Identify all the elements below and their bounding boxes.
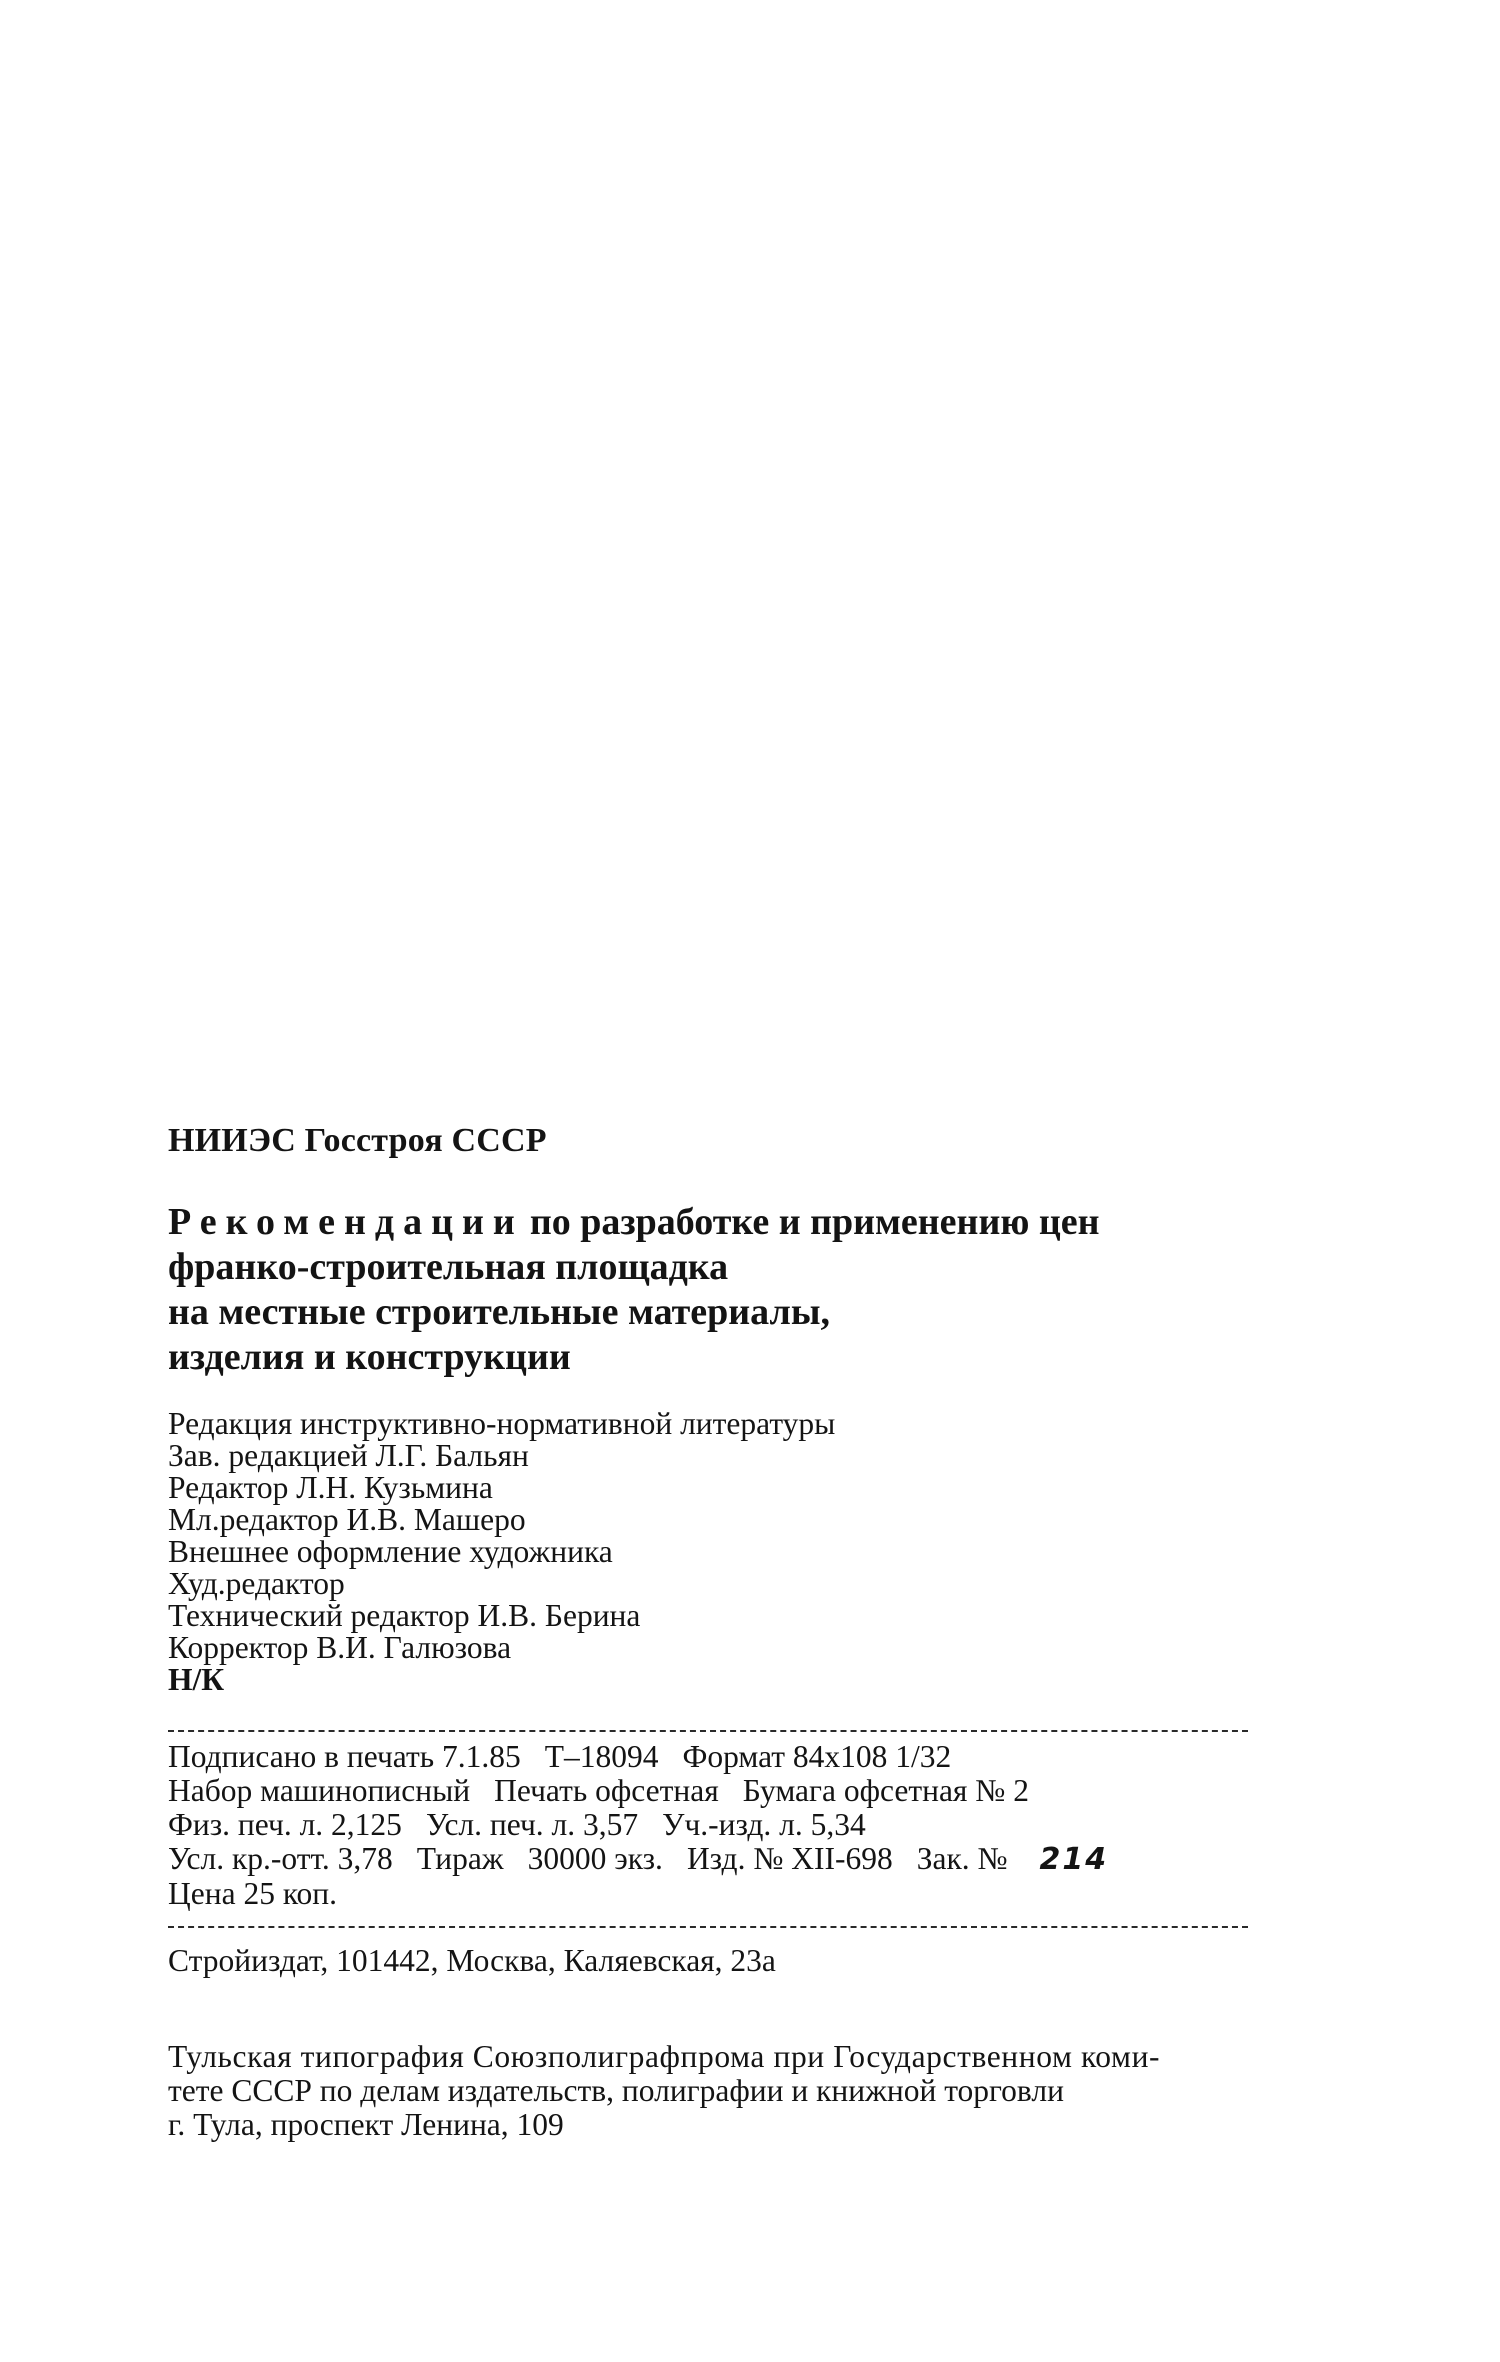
- imprint-price: Цена 25 коп.: [168, 1876, 338, 1911]
- printer-line-1: Тульская типография Союзполиграфпрома при Государственном коми-: [168, 2039, 1161, 2074]
- imprint-run: [417, 1841, 663, 1876]
- imprint-code: Т–18094: [544, 1739, 659, 1774]
- imprint-signed: Подписано в печать 7.1.85: [168, 1739, 521, 1774]
- printer-line-2: тете СССР по делам издательств, полиграфии и книжной торговли: [168, 2073, 1064, 2108]
- dashed-divider: [168, 1730, 1248, 1732]
- credit-line-nk: Н/К: [168, 1662, 225, 1697]
- imprint-order-value: 214: [1039, 1842, 1109, 1877]
- book-title: [168, 1200, 1100, 1380]
- imprint-typesetting: Набор машинописный: [168, 1773, 471, 1808]
- title-line-3: на местные строительные материалы,: [168, 1291, 830, 1333]
- printing-house: [168, 2040, 1160, 2142]
- imprint-row-5: [168, 1877, 1108, 1911]
- imprint-run-value: 30000 экз.: [527, 1841, 663, 1876]
- imprint-phys-sheets: Физ. печ. л. 2,125: [168, 1807, 402, 1842]
- imprint-printing: Печать офсетная: [494, 1773, 719, 1808]
- printer-line-3: г. Тула, проспект Ленина, 109: [168, 2107, 564, 2142]
- publisher-address: Стройиздат, 101442, Москва, Каляевская, 23а: [168, 1943, 776, 1978]
- credit-line: Зав. редакцией Л.Г. Бальян: [168, 1438, 529, 1473]
- imprint-cond-prints: Усл. кр.-отт. 3,78: [168, 1841, 393, 1876]
- credit-line: Мл.редактор И.В. Машеро: [168, 1502, 526, 1537]
- imprint-cond-sheets: Усл. печ. л. 3,57: [425, 1807, 639, 1842]
- imprint-format: Формат 84х108 1/32: [682, 1739, 952, 1774]
- credit-line: Редактор Л.Н. Кузьмина: [168, 1470, 493, 1505]
- credit-line: Редакция инструктивно-нормативной литературы: [168, 1406, 836, 1441]
- imprint-run-label: Тираж: [416, 1841, 504, 1876]
- title-line-2: франко-строительная площадка: [168, 1246, 729, 1288]
- credit-line: Технический редактор И.В. Берина: [168, 1598, 641, 1633]
- title-line-4: изделия и конструкции: [168, 1336, 571, 1378]
- imprint-edition-no: Изд. № XII-698: [686, 1841, 893, 1876]
- imprint-order: [917, 1841, 1108, 1876]
- imprint-row-2: [168, 1774, 1108, 1808]
- title-line-1-rest: по разработке и применению цен: [529, 1201, 1100, 1243]
- print-imprint: [168, 1740, 1108, 1911]
- imprint-edu-sheets: Уч.-изд. л. 5,34: [662, 1807, 866, 1842]
- publisher-line: НИИЭС Госстроя СССР: [168, 1122, 547, 1159]
- title-spaced-word: Рекомендации: [168, 1201, 524, 1243]
- imprint-row-1: [168, 1740, 1108, 1774]
- imprint-row-3: [168, 1808, 1108, 1842]
- imprint-row-4: [168, 1842, 1108, 1877]
- dashed-divider: [168, 1926, 1248, 1928]
- credit-line: Корректор В.И. Галюзова: [168, 1630, 512, 1665]
- imprint-order-label: Зак. №: [916, 1841, 1008, 1876]
- editorial-credits: [168, 1408, 835, 1696]
- title-line-1: [168, 1200, 1100, 1245]
- credit-line: Внешнее оформление художника: [168, 1534, 613, 1569]
- credit-line: Худ.редактор: [168, 1566, 345, 1601]
- imprint-paper: Бумага офсетная № 2: [742, 1773, 1029, 1808]
